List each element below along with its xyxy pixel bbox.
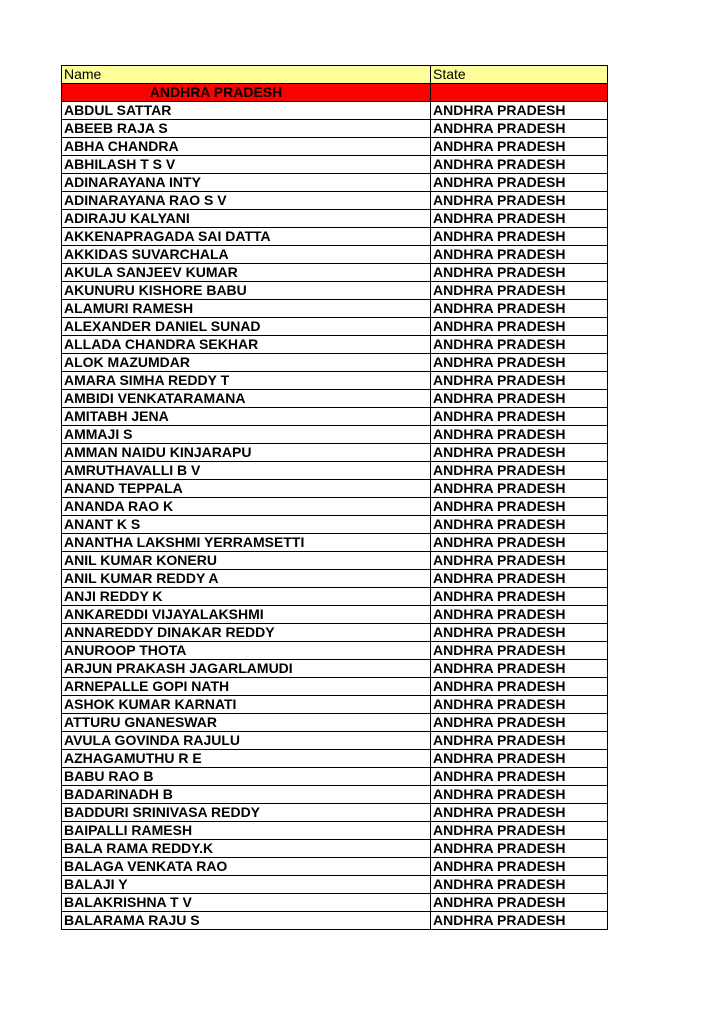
table-row	[62, 516, 608, 534]
state-cell: ANDHRA PRADESH	[431, 102, 608, 120]
state-cell: ANDHRA PRADESH	[431, 480, 608, 498]
state-cell: ANDHRA PRADESH	[431, 354, 608, 372]
name-cell: AMMAJI S	[62, 426, 431, 444]
table-row	[62, 462, 608, 480]
state-cell: ANDHRA PRADESH	[431, 246, 608, 264]
name-cell: ABDUL SATTAR	[62, 102, 431, 120]
header-state: State	[431, 66, 608, 84]
name-cell: AKULA SANJEEV KUMAR	[62, 264, 431, 282]
name-cell: ADIRAJU KALYANI	[62, 210, 431, 228]
name-cell: ANANT K S	[62, 516, 431, 534]
name-cell: BABU RAO B	[62, 768, 431, 786]
name-cell: AKKIDAS SUVARCHALA	[62, 246, 431, 264]
table-row	[62, 678, 608, 696]
name-cell: ANAND TEPPALA	[62, 480, 431, 498]
name-cell: ARJUN PRAKASH JAGARLAMUDI	[62, 660, 431, 678]
state-cell: ANDHRA PRADESH	[431, 408, 608, 426]
name-cell: ABHILASH T S V	[62, 156, 431, 174]
table-row	[62, 372, 608, 390]
header-row	[62, 66, 608, 84]
table-row	[62, 912, 608, 930]
table-row	[62, 894, 608, 912]
name-cell: AVULA GOVINDA RAJULU	[62, 732, 431, 750]
name-cell: ANANDA RAO K	[62, 498, 431, 516]
state-cell: ANDHRA PRADESH	[431, 822, 608, 840]
state-cell: ANDHRA PRADESH	[431, 786, 608, 804]
name-cell: ADINARAYANA RAO S V	[62, 192, 431, 210]
name-cell: ANNAREDDY DINAKAR REDDY	[62, 624, 431, 642]
table-row	[62, 858, 608, 876]
name-cell: AZHAGAMUTHU R E	[62, 750, 431, 768]
name-cell: BALAGA VENKATA RAO	[62, 858, 431, 876]
table-row	[62, 714, 608, 732]
name-cell: ALOK MAZUMDAR	[62, 354, 431, 372]
state-cell: ANDHRA PRADESH	[431, 552, 608, 570]
name-cell: ADINARAYANA INTY	[62, 174, 431, 192]
table-row	[62, 228, 608, 246]
state-cell: ANDHRA PRADESH	[431, 192, 608, 210]
state-cell: ANDHRA PRADESH	[431, 714, 608, 732]
state-cell: ANDHRA PRADESH	[431, 372, 608, 390]
state-cell: ANDHRA PRADESH	[431, 498, 608, 516]
table-row	[62, 786, 608, 804]
name-cell: BALARAMA RAJU S	[62, 912, 431, 930]
name-cell: AMRUTHAVALLI B V	[62, 462, 431, 480]
state-cell: ANDHRA PRADESH	[431, 624, 608, 642]
table-row	[62, 732, 608, 750]
table-row	[62, 210, 608, 228]
group-label: ANDHRA PRADESH	[62, 84, 431, 102]
state-cell: ANDHRA PRADESH	[431, 336, 608, 354]
name-cell: ABHA CHANDRA	[62, 138, 431, 156]
state-cell: ANDHRA PRADESH	[431, 606, 608, 624]
table-row	[62, 588, 608, 606]
table-row	[62, 408, 608, 426]
table-row	[62, 750, 608, 768]
state-cell: ANDHRA PRADESH	[431, 534, 608, 552]
state-cell: ANDHRA PRADESH	[431, 768, 608, 786]
table-row	[62, 552, 608, 570]
state-cell: ANDHRA PRADESH	[431, 588, 608, 606]
table-row	[62, 876, 608, 894]
table-row	[62, 246, 608, 264]
state-cell: ANDHRA PRADESH	[431, 264, 608, 282]
table-row	[62, 354, 608, 372]
state-cell: ANDHRA PRADESH	[431, 426, 608, 444]
table-row	[62, 480, 608, 498]
header-name: Name	[62, 66, 431, 84]
table-row	[62, 300, 608, 318]
state-cell: ANDHRA PRADESH	[431, 750, 608, 768]
name-cell: ALEXANDER DANIEL SUNAD	[62, 318, 431, 336]
table-row	[62, 642, 608, 660]
table-row	[62, 624, 608, 642]
state-cell: ANDHRA PRADESH	[431, 858, 608, 876]
table-row	[62, 660, 608, 678]
table-row	[62, 264, 608, 282]
table-row	[62, 192, 608, 210]
table-row	[62, 138, 608, 156]
table-row	[62, 282, 608, 300]
name-cell: ATTURU GNANESWAR	[62, 714, 431, 732]
name-cell: ABEEB RAJA S	[62, 120, 431, 138]
state-cell: ANDHRA PRADESH	[431, 318, 608, 336]
name-cell: AKUNURU KISHORE BABU	[62, 282, 431, 300]
name-cell: BADARINADH B	[62, 786, 431, 804]
table-row	[62, 336, 608, 354]
table-row	[62, 696, 608, 714]
state-cell: ANDHRA PRADESH	[431, 894, 608, 912]
state-cell: ANDHRA PRADESH	[431, 570, 608, 588]
table-row	[62, 426, 608, 444]
state-cell: ANDHRA PRADESH	[431, 462, 608, 480]
name-cell: ANUROOP THOTA	[62, 642, 431, 660]
state-cell: ANDHRA PRADESH	[431, 912, 608, 930]
state-cell: ANDHRA PRADESH	[431, 732, 608, 750]
name-cell: AMARA SIMHA REDDY T	[62, 372, 431, 390]
name-cell: ANKAREDDI VIJAYALAKSHMI	[62, 606, 431, 624]
state-cell: ANDHRA PRADESH	[431, 300, 608, 318]
name-cell: ANANTHA LAKSHMI YERRAMSETTI	[62, 534, 431, 552]
state-cell: ANDHRA PRADESH	[431, 138, 608, 156]
state-cell: ANDHRA PRADESH	[431, 390, 608, 408]
name-cell: ANJI REDDY K	[62, 588, 431, 606]
name-cell: ALLADA CHANDRA SEKHAR	[62, 336, 431, 354]
name-cell: BALAJI Y	[62, 876, 431, 894]
state-cell: ANDHRA PRADESH	[431, 228, 608, 246]
group-state	[431, 84, 608, 102]
table-row	[62, 606, 608, 624]
name-state-table	[61, 65, 608, 930]
name-cell: ASHOK KUMAR KARNATI	[62, 696, 431, 714]
state-cell: ANDHRA PRADESH	[431, 660, 608, 678]
table-row	[62, 498, 608, 516]
table-row	[62, 804, 608, 822]
state-cell: ANDHRA PRADESH	[431, 678, 608, 696]
state-cell: ANDHRA PRADESH	[431, 174, 608, 192]
table-row	[62, 174, 608, 192]
state-cell: ANDHRA PRADESH	[431, 642, 608, 660]
table-row	[62, 570, 608, 588]
state-cell: ANDHRA PRADESH	[431, 840, 608, 858]
name-cell: AKKENAPRAGADA SAI DATTA	[62, 228, 431, 246]
table-row	[62, 822, 608, 840]
table-row	[62, 534, 608, 552]
table-row	[62, 390, 608, 408]
table-row	[62, 444, 608, 462]
state-cell: ANDHRA PRADESH	[431, 444, 608, 462]
state-cell: ANDHRA PRADESH	[431, 282, 608, 300]
table-row	[62, 840, 608, 858]
table-body	[62, 66, 608, 930]
name-cell: BAIPALLI RAMESH	[62, 822, 431, 840]
name-cell: AMBIDI VENKATARAMANA	[62, 390, 431, 408]
name-cell: ANIL KUMAR KONERU	[62, 552, 431, 570]
name-cell: BALA RAMA REDDY.K	[62, 840, 431, 858]
table-row	[62, 768, 608, 786]
state-cell: ANDHRA PRADESH	[431, 156, 608, 174]
name-cell: BALAKRISHNA T V	[62, 894, 431, 912]
table-row	[62, 156, 608, 174]
state-cell: ANDHRA PRADESH	[431, 516, 608, 534]
table-row	[62, 120, 608, 138]
name-cell: BADDURI SRINIVASA REDDY	[62, 804, 431, 822]
state-cell: ANDHRA PRADESH	[431, 804, 608, 822]
state-cell: ANDHRA PRADESH	[431, 876, 608, 894]
table-row	[62, 318, 608, 336]
state-cell: ANDHRA PRADESH	[431, 210, 608, 228]
name-cell: AMITABH JENA	[62, 408, 431, 426]
state-cell: ANDHRA PRADESH	[431, 696, 608, 714]
name-cell: AMMAN NAIDU KINJARAPU	[62, 444, 431, 462]
state-cell: ANDHRA PRADESH	[431, 120, 608, 138]
name-cell: ARNEPALLE GOPI NATH	[62, 678, 431, 696]
name-cell: ANIL KUMAR REDDY A	[62, 570, 431, 588]
name-cell: ALAMURI RAMESH	[62, 300, 431, 318]
table-row	[62, 102, 608, 120]
group-row	[62, 84, 608, 102]
